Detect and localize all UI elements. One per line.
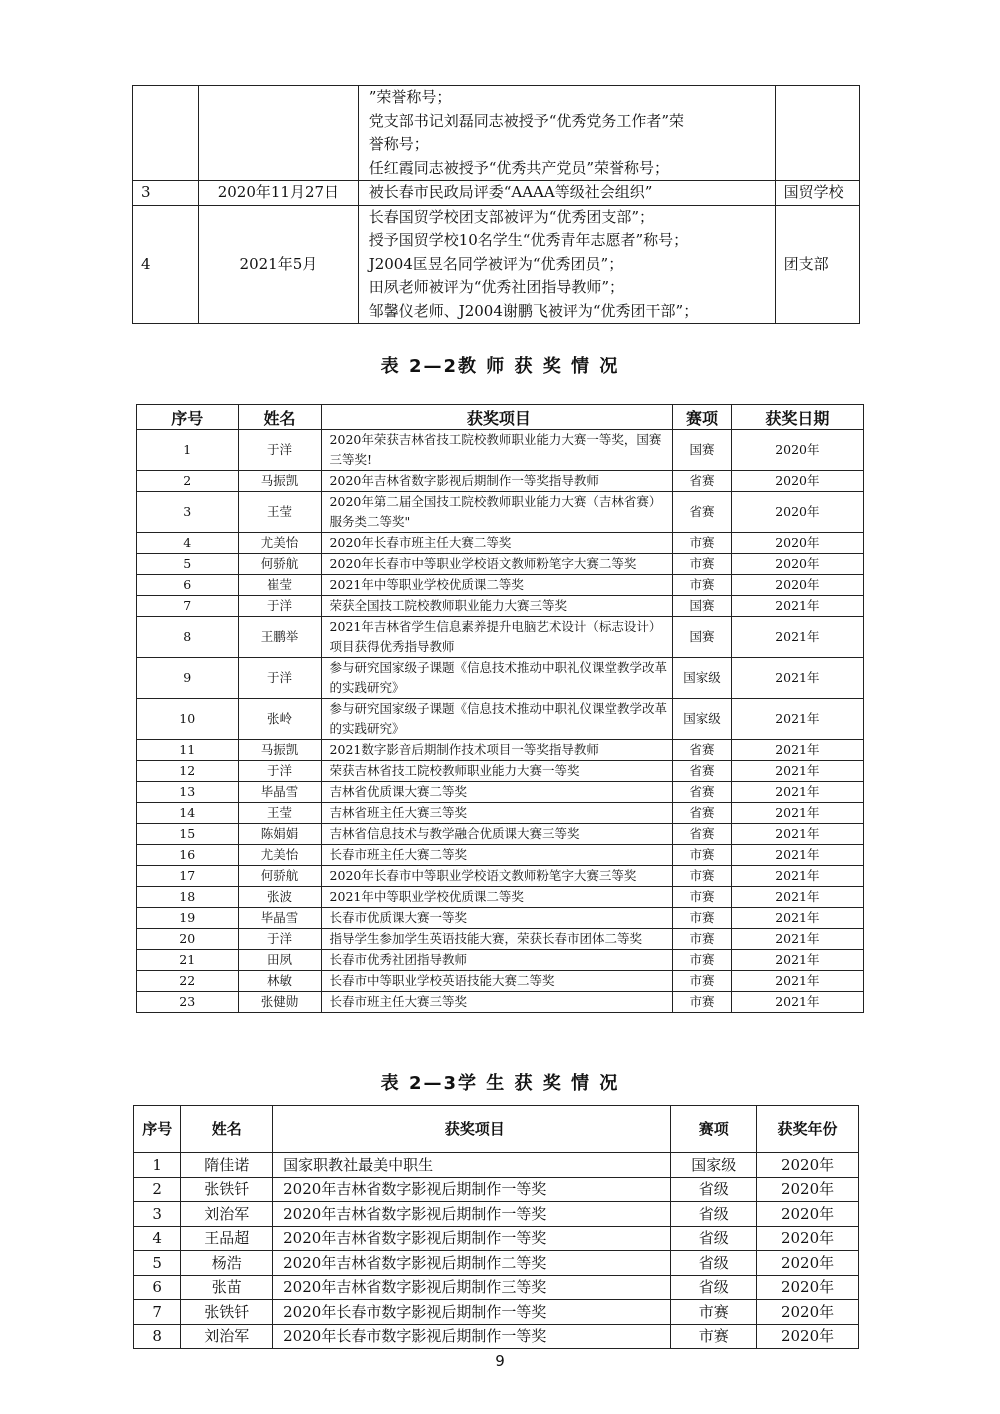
row-award-item: 2021数字影音后期制作技术项目一等奖指导教师 (321, 740, 673, 761)
row-name: 张铁钎 (181, 1177, 273, 1202)
row-award-item: 参与研究国家级子课题《信息技术推动中职礼仪课堂教学改革的实践研究》 (321, 699, 673, 740)
row-number: 3 (137, 492, 239, 533)
teacher-table-body (137, 430, 864, 1013)
row-number: 12 (137, 761, 239, 782)
row-level: 市赛 (673, 887, 731, 908)
row-level: 市赛 (671, 1324, 757, 1349)
row-description (358, 86, 775, 181)
row-level: 省赛 (673, 761, 731, 782)
row-date: 2020年 (757, 1300, 859, 1325)
table-row (134, 1177, 859, 1202)
row-name: 张波 (238, 887, 321, 908)
row-level: 省级 (671, 1202, 757, 1227)
table-row (134, 1275, 859, 1300)
table-row (137, 617, 864, 658)
row-number: 1 (134, 1153, 181, 1178)
row-award-item: 长春市优质课大赛一等奖 (321, 908, 673, 929)
row-name: 刘治军 (181, 1202, 273, 1227)
teacher-awards-table (136, 404, 864, 1013)
row-department (775, 86, 859, 181)
row-award-item: 2020年吉林省数字影视后期制作一等奖 (273, 1202, 671, 1227)
table-row (137, 845, 864, 866)
row-number: 10 (137, 699, 239, 740)
table-row (137, 554, 864, 575)
row-description (358, 181, 775, 206)
student-table-caption: 表 2—3学 生 获 奖 情 况 (380, 1073, 620, 1094)
row-number: 8 (134, 1324, 181, 1349)
table-row (137, 596, 864, 617)
table-row (134, 1300, 859, 1325)
row-number: 8 (137, 617, 239, 658)
student-awards-table (133, 1105, 859, 1349)
row-name: 于洋 (238, 929, 321, 950)
row-name: 马振凯 (238, 471, 321, 492)
table-row (137, 740, 864, 761)
row-number: 6 (137, 575, 239, 596)
row-date: 2021年 (731, 658, 863, 699)
row-name: 刘治军 (181, 1324, 273, 1349)
row-date: 2020年 (757, 1202, 859, 1227)
table-row (137, 430, 864, 471)
row-date: 2021年 (731, 740, 863, 761)
row-award-item: 荣获全国技工院校教师职业能力大赛三等奖 (321, 596, 673, 617)
row-level: 市赛 (673, 533, 731, 554)
row-date: 2021年 (731, 761, 863, 782)
row-date: 2020年 (757, 1153, 859, 1178)
table-row (137, 533, 864, 554)
header-item: 获奖项目 (273, 1106, 671, 1153)
row-level: 国赛 (673, 430, 731, 471)
row-award-item: 2020年吉林省数字影视后期制作三等奖 (273, 1275, 671, 1300)
table-row (134, 1324, 859, 1349)
row-number: 1 (137, 430, 239, 471)
table-row (137, 992, 864, 1013)
row-name: 王鹏举 (238, 617, 321, 658)
row-level: 市赛 (673, 992, 731, 1013)
table-row (137, 950, 864, 971)
row-department: 团支部 (775, 205, 859, 324)
row-date: 2021年 (731, 971, 863, 992)
row-level: 市赛 (673, 971, 731, 992)
row-award-item: 2020年吉林省数字影视后期制作一等奖 (273, 1226, 671, 1251)
row-name: 于洋 (238, 761, 321, 782)
table-row (137, 699, 864, 740)
row-number: 18 (137, 887, 239, 908)
row-level: 省级 (671, 1275, 757, 1300)
row-level: 市赛 (673, 845, 731, 866)
row-date: 2021年 (731, 908, 863, 929)
row-level: 市赛 (673, 929, 731, 950)
row-name: 张岭 (238, 699, 321, 740)
header-name: 姓名 (238, 405, 321, 430)
row-award-item: 2020年长春市中等职业学校语文教师粉笔字大赛二等奖 (321, 554, 673, 575)
header-date: 获奖年份 (757, 1106, 859, 1153)
table-row (134, 1226, 859, 1251)
row-level: 市赛 (673, 908, 731, 929)
row-name: 张健勋 (238, 992, 321, 1013)
row-number: 3 (133, 181, 199, 206)
table-row (133, 205, 860, 324)
table-row (137, 971, 864, 992)
row-date: 2021年 (731, 596, 863, 617)
row-name: 王品超 (181, 1226, 273, 1251)
row-level: 市赛 (673, 866, 731, 887)
row-date: 2020年 (757, 1275, 859, 1300)
table-row (137, 575, 864, 596)
row-date: 2020年 (757, 1251, 859, 1276)
row-number (133, 86, 199, 181)
row-level: 省赛 (673, 782, 731, 803)
row-number: 16 (137, 845, 239, 866)
row-date: 2020年 (757, 1226, 859, 1251)
row-number: 4 (134, 1226, 181, 1251)
header-name: 姓名 (181, 1106, 273, 1153)
row-number: 6 (134, 1275, 181, 1300)
table-row (134, 1153, 859, 1178)
row-award-item: 国家职教社最美中职生 (273, 1153, 671, 1178)
row-level: 国家级 (671, 1153, 757, 1178)
row-number: 9 (137, 658, 239, 699)
row-level: 省级 (671, 1177, 757, 1202)
row-date (199, 86, 359, 181)
header-no: 序号 (134, 1106, 181, 1153)
row-name: 于洋 (238, 430, 321, 471)
student-table-body (134, 1153, 859, 1349)
row-number: 11 (137, 740, 239, 761)
row-name: 张铁钎 (181, 1300, 273, 1325)
page-number: 9 (495, 1352, 505, 1370)
row-number: 21 (137, 950, 239, 971)
row-name: 何骄航 (238, 866, 321, 887)
row-level: 省赛 (673, 471, 731, 492)
row-award-item: 长春市优秀社团指导教师 (321, 950, 673, 971)
row-date: 2021年 (731, 866, 863, 887)
row-date: 2020年 (731, 533, 863, 554)
row-date: 2020年11月27日 (199, 181, 359, 206)
row-date: 2020年 (731, 554, 863, 575)
row-number: 2 (134, 1177, 181, 1202)
description-line: 被长春市民政局评委“AAAA等级社会组织” (368, 183, 653, 201)
row-date: 2021年 (731, 803, 863, 824)
row-level: 国家级 (673, 658, 731, 699)
table-row (137, 887, 864, 908)
row-award-item: 2020年长春市中等职业学校语文教师粉笔字大赛三等奖 (321, 866, 673, 887)
table-row (137, 929, 864, 950)
table-row (137, 803, 864, 824)
row-date: 2021年 (731, 887, 863, 908)
header-item: 获奖项目 (321, 405, 673, 430)
honors-table-body (133, 86, 860, 324)
row-name: 崔莹 (238, 575, 321, 596)
row-date: 2021年 (731, 824, 863, 845)
row-award-item: 吉林省班主任大赛三等奖 (321, 803, 673, 824)
row-level: 省赛 (673, 740, 731, 761)
row-number: 13 (137, 782, 239, 803)
row-number: 2 (137, 471, 239, 492)
row-award-item: 荣获吉林省技工院校教师职业能力大赛一等奖 (321, 761, 673, 782)
row-name: 于洋 (238, 658, 321, 699)
row-level: 国赛 (673, 617, 731, 658)
row-level: 市赛 (673, 950, 731, 971)
row-number: 22 (137, 971, 239, 992)
honors-table (132, 85, 860, 324)
row-level: 市赛 (673, 575, 731, 596)
header-level: 赛项 (673, 405, 731, 430)
table-row (137, 761, 864, 782)
row-name: 毕晶雪 (238, 908, 321, 929)
description-line: 长春国贸学校团支部被评为“优秀团支部”； (368, 207, 655, 226)
row-name: 田夙 (238, 950, 321, 971)
row-number: 4 (137, 533, 239, 554)
description-line: ”荣誉称号； (368, 88, 452, 106)
table-row (137, 492, 864, 533)
description-line: 党支部书记刘磊同志被授予“优秀党务工作者”荣 (368, 111, 685, 130)
row-name: 毕晶雪 (238, 782, 321, 803)
row-award-item: 2020年吉林省数字影视后期制作一等奖 (273, 1177, 671, 1202)
row-number: 5 (137, 554, 239, 575)
row-award-item: 长春市中等职业学校英语技能大赛二等奖 (321, 971, 673, 992)
row-date: 2021年 (731, 782, 863, 803)
row-award-item: 2020年长春市班主任大赛二等奖 (321, 533, 673, 554)
row-award-item: 2020年荣获吉林省技工院校教师职业能力大赛一等奖，国赛三等奖! (321, 430, 673, 471)
description-line: J2004匡昱名同学被评为“优秀团员”； (368, 254, 624, 273)
row-award-item: 2021年中等职业学校优质课二等奖 (321, 887, 673, 908)
row-date: 2020年 (757, 1177, 859, 1202)
row-date: 2021年 (731, 929, 863, 950)
table-row (137, 471, 864, 492)
row-date: 2020年 (731, 575, 863, 596)
row-level: 市赛 (671, 1300, 757, 1325)
row-number: 23 (137, 992, 239, 1013)
row-date: 2021年 (731, 699, 863, 740)
row-award-item: 2020年长春市数字影视后期制作一等奖 (273, 1300, 671, 1325)
row-number: 7 (134, 1300, 181, 1325)
header-date: 获奖日期 (731, 405, 863, 430)
row-award-item: 2021年吉林省学生信息素养提升电脑艺术设计（标志设计）项目获得优秀指导教师 (321, 617, 673, 658)
row-level: 国家级 (673, 699, 731, 740)
row-date: 2020年 (731, 430, 863, 471)
row-award-item: 2020年吉林省数字影视后期制作二等奖 (273, 1251, 671, 1276)
row-award-item: 指导学生参加学生英语技能大赛，荣获长春市团体二等奖 (321, 929, 673, 950)
row-level: 省级 (671, 1226, 757, 1251)
row-level: 省赛 (673, 803, 731, 824)
table-row (137, 782, 864, 803)
row-number: 19 (137, 908, 239, 929)
row-name: 张苗 (181, 1275, 273, 1300)
description-line: 邹馨仪老师、J2004谢鹏飞被评为“优秀团干部”； (368, 301, 699, 320)
description-line: 任红霞同志被授予“优秀共产党员”荣誉称号； (368, 158, 670, 177)
row-number: 20 (137, 929, 239, 950)
row-number: 3 (134, 1202, 181, 1227)
row-date: 2021年 (731, 617, 863, 658)
row-level: 省级 (671, 1251, 757, 1276)
row-level: 国赛 (673, 596, 731, 617)
row-name: 于洋 (238, 596, 321, 617)
row-name: 王莹 (238, 803, 321, 824)
description-line: 誉称号； (368, 135, 429, 153)
row-level: 市赛 (673, 554, 731, 575)
row-date: 2021年 (731, 992, 863, 1013)
row-level: 省赛 (673, 492, 731, 533)
table-row (133, 181, 860, 206)
row-number: 5 (134, 1251, 181, 1276)
row-award-item: 长春市班主任大赛三等奖 (321, 992, 673, 1013)
row-name: 王莹 (238, 492, 321, 533)
table-row (137, 658, 864, 699)
student-table-header-row (134, 1106, 859, 1153)
row-number: 17 (137, 866, 239, 887)
row-award-item: 2020年吉林省数字影视后期制作一等奖指导教师 (321, 471, 673, 492)
row-name: 杨浩 (181, 1251, 273, 1276)
row-number: 4 (133, 205, 199, 324)
header-no: 序号 (137, 405, 239, 430)
table-row (134, 1202, 859, 1227)
row-award-item: 长春市班主任大赛二等奖 (321, 845, 673, 866)
row-award-item: 2021年中等职业学校优质课二等奖 (321, 575, 673, 596)
row-award-item: 吉林省优质课大赛二等奖 (321, 782, 673, 803)
row-name: 隋佳诺 (181, 1153, 273, 1178)
teacher-table-header-row (137, 405, 864, 430)
row-number: 15 (137, 824, 239, 845)
row-date: 2021年5月 (199, 205, 359, 324)
row-number: 14 (137, 803, 239, 824)
row-date: 2020年 (731, 471, 863, 492)
row-level: 省赛 (673, 824, 731, 845)
row-award-item: 2020年长春市数字影视后期制作一等奖 (273, 1324, 671, 1349)
table-row (137, 866, 864, 887)
row-name: 何骄航 (238, 554, 321, 575)
table-row (137, 908, 864, 929)
row-award-item: 吉林省信息技术与教学融合优质课大赛三等奖 (321, 824, 673, 845)
row-number: 7 (137, 596, 239, 617)
table-row (137, 824, 864, 845)
description-line: 田夙老师被评为“优秀社团指导教师”； (368, 278, 625, 296)
row-date: 2020年 (757, 1324, 859, 1349)
description-line: 授予国贸学校10名学生“优秀青年志愿者”称号； (368, 231, 689, 249)
teacher-table-caption: 表 2—2教 师 获 奖 情 况 (380, 356, 620, 377)
row-name: 马振凯 (238, 740, 321, 761)
row-date: 2020年 (731, 492, 863, 533)
row-description (358, 205, 775, 324)
header-level: 赛项 (671, 1106, 757, 1153)
row-date: 2021年 (731, 845, 863, 866)
row-name: 林敏 (238, 971, 321, 992)
row-date: 2021年 (731, 950, 863, 971)
row-department: 国贸学校 (775, 181, 859, 206)
row-award-item: 参与研究国家级子课题《信息技术推动中职礼仪课堂教学改革的实践研究》 (321, 658, 673, 699)
row-award-item: 2020年第二届全国技工院校教师职业能力大赛（吉林省赛） 服务类二等奖" (321, 492, 673, 533)
row-name: 尤美怡 (238, 845, 321, 866)
table-row (134, 1251, 859, 1276)
row-name: 尤美怡 (238, 533, 321, 554)
table-row (133, 86, 860, 181)
row-name: 陈娟娟 (238, 824, 321, 845)
